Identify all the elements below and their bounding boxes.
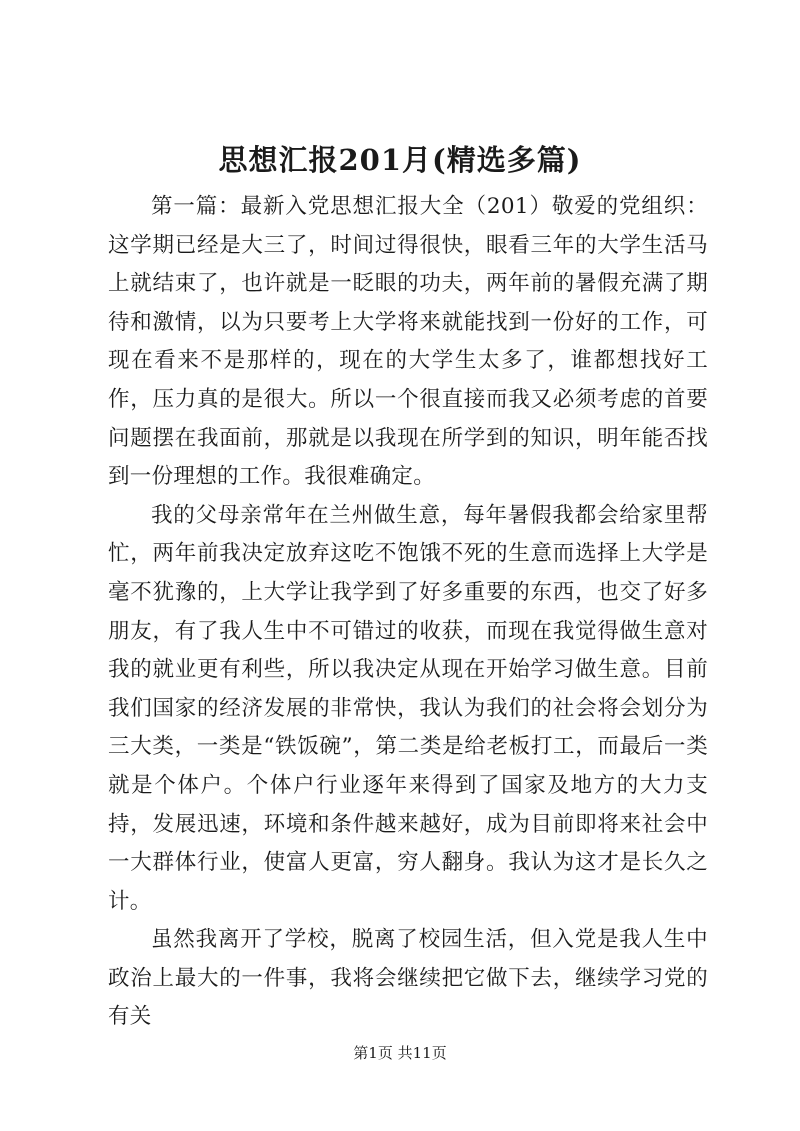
document-title: 思想汇报201月(精选多篇): [218, 143, 582, 177]
paragraph-1: 第一篇：最新入党思想汇报大全（201）敬爱的党组织：这学期已经是大三了，时间过得很快，眼看三年的大学生活马上就结束了，也许就是一眨眼的功夫，两年前的暑假充满了期待和激情，以为只要考上大学将来就能找到一份好的工作，可现在看来不是那样的，现在的大学生太多了，谁都想找好工作，压力真的是很大。所以一个很直接而我又必须考虑的首要问题摆在我面前，那就是以我现在所学到的知识，明年能否找到一份理想的工作。我很难确定。: [108, 194, 708, 490]
paragraph-3: 虽然我离开了学校，脱离了校园生活，但入党是我人生中政治上最大的一件事，我将会继续把它做下去，继续学习党的有关: [108, 927, 708, 1030]
paragraph-2: 我的父母亲常年在兰州做生意，每年暑假我都会给家里帮忙，两年前我决定放弃这吃不饱饿不死的生意而选择上大学是毫不犹豫的，上大学让我学到了好多重要的东西，也交了好多朋友，有了我人生中不可错过的收获，而现在我觉得做生意对我的就业更有利些，所以我决定从现在开始学习做生意。目前我们国家的经济发展的非常快，我认为我们的社会将会划分为三大类，一类是“铁饭碗”，第二类是给老板打工，而最后一类就是个体户。个体户行业逐年来得到了国家及地方的大力支持，发展迅速，环境和条件越来越好，成为目前即将来社会中一大群体行业，使富人更富，穷人翻身。我认为这才是长久之计。: [108, 502, 708, 914]
document-body: [108, 188, 708, 1037]
page-number-footer: 第1页 共11页: [353, 1044, 447, 1062]
